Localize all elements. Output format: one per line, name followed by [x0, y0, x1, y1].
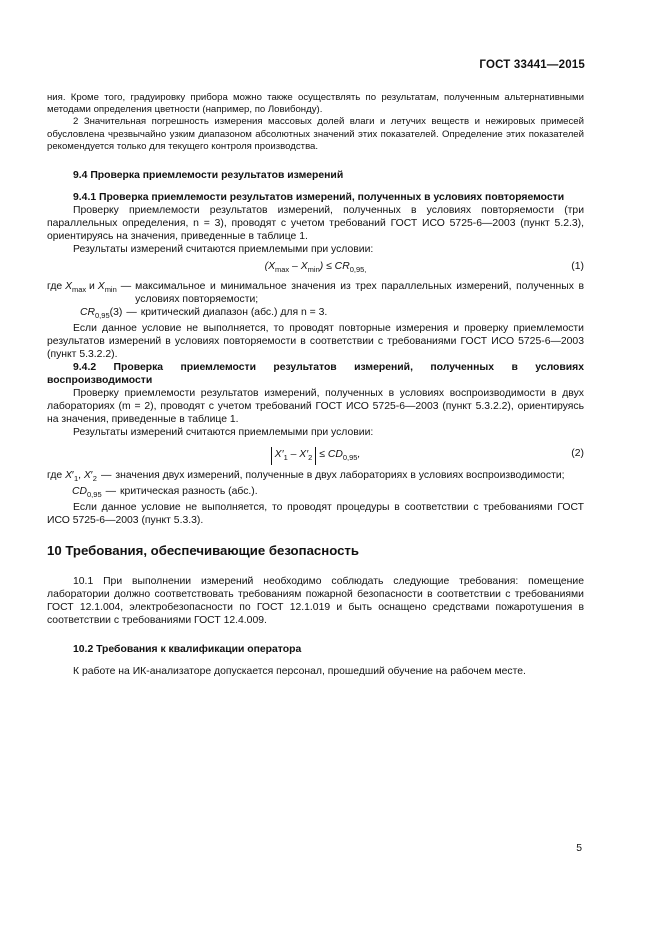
- definition-term: где $X'_1$, $X'_2$: [47, 470, 97, 484]
- definition-text: критическая разность (абс.).: [120, 486, 258, 498]
- formula-2-definitions: [47, 469, 584, 501]
- standard-number: ГОСТ 33441—2015: [479, 59, 585, 71]
- paragraph-10-2: К работе на ИК-анализаторе допускается персонал, прошедший обучение на рабочем месте.: [73, 666, 526, 678]
- definition-term: $CR_{0,95}(3)$: [80, 307, 123, 321]
- formula-2-expression: $X'_1 - X'_2 \le CD_{0,95}$,: [47, 447, 584, 465]
- page-content: [47, 92, 584, 678]
- paragraph-9-4-1-b: Результаты измерений считаются приемлемыми при условии:: [73, 244, 374, 256]
- formula-1-expression: $(X_{max} - X_{min}) \le CR_{0,95,}$: [264, 261, 367, 275]
- paragraph-9-4-2-c: Если данное условие не выполняется, то проводят процедуры в соответствии с требованиями ГОСТ ИСО 5725-6—2003 (пункт 5.3.3).: [47, 502, 584, 527]
- note-continuation: ния. Кроме того, градуировку прибора можно также осуществлять по результатам, полученным альтернативными методами определения цветности (например, по Ловибонду).: [47, 92, 584, 116]
- section-9-4-2-heading: 9.4.2 Проверка приемлемости результатов измерений, полученных в условиях воспроизводимости: [47, 362, 584, 387]
- paragraph-9-4-2-a: Проверку приемлемости результатов измерений, полученных в условиях воспроизводимости в двух лабораториях (m = 2), проводят с учетом требований ГОСТ ИСО 5725-6—2003 (пункт 5.3.2.2), ориентируясь на значения, приведенные в таблице 1.: [47, 388, 584, 426]
- section-9-4-heading: 9.4 Проверка приемлемости результатов измерений: [73, 170, 344, 182]
- section-10-heading: 10 Требования, обеспечивающие безопасность: [47, 543, 359, 559]
- definition-row: где $X'_1$, $X'_2$ — значения двух измерений, полученные в двух лабораториях в условиях воспроизводимости;: [47, 469, 584, 485]
- definition-row: $CR_{0,95}(3)$ — критический диапазон (абс.) для n = 3.: [47, 306, 584, 322]
- section-9-4-1-heading: 9.4.1 Проверка приемлемости результатов измерений, полученных в условиях повторяемости: [73, 192, 565, 204]
- definition-text: максимальное и минимальное значения из трех параллельных измерений, полученных в условиях повторяемости;: [135, 281, 584, 306]
- definition-text: критический диапазон (абс.) для n = 3.: [140, 307, 328, 319]
- paragraph-9-4-1-a: Проверку приемлемости результатов измерений, полученных в условиях повторяемости (три параллельных определения, n = 3), проводят с учетом требований ГОСТ ИСО 5725-6—2003 (пункт 5.2.3), ориентируясь на значения, приведенные в таблице 1.: [47, 205, 584, 243]
- formula-2: [47, 439, 584, 469]
- paragraph-9-4-2-b: Результаты измерений считаются приемлемыми при условии:: [73, 427, 374, 439]
- definition-text: значения двух измерений, полученные в двух лабораториях в условиях воспроизводимости;: [115, 470, 565, 482]
- paragraph-10-1: 10.1 При выполнении измерений необходимо соблюдать следующие требования: помещение лаборатории должно соответствовать требованиям пожарной безопасности в соответствии с требованиями ГОСТ 12.1.004, электробезопасности по ГОСТ 12.1.019 и быть оснащено средствами пожаротушения в соответствии с требованиями ГОСТ 12.4.009.: [47, 576, 584, 627]
- definition-row: $CD_{0,95}$ — критическая разность (абс.).: [47, 485, 584, 501]
- formula-1-definitions: [47, 280, 584, 322]
- section-10-2-heading: 10.2 Требования к квалификации оператора: [73, 644, 302, 656]
- paragraph-9-4-1-c: Если данное условие не выполняется, то проводят повторные измерения и проверку приемлемости результатов измерений в условиях повторяемости в соответствии с требованиями ГОСТ ИСО 5725-6—2003 (пункт 5.3.2.2).: [47, 323, 584, 361]
- formula-1-number: (1): [571, 261, 584, 273]
- definition-row: где $X_{max}$ и $X_{min}$ — максимальное и минимальное значения из трех параллельных измерений, полученных в условиях повторяемости;: [47, 281, 584, 306]
- definition-term: где $X_{max}$ и $X_{min}$: [47, 281, 117, 295]
- formula-1: [47, 256, 584, 280]
- formula-2-number: (2): [571, 448, 584, 460]
- page-number: 5: [576, 843, 582, 854]
- definition-term: $CD_{0,95}$: [72, 486, 102, 500]
- note-2: 2 Значительная погрешность измерения массовых долей влаги и летучих веществ и нежировых примесей обусловлена чрезвычайно узким диапазоном абсолютных значений этих показателей. Определение этих показателей рекомендуется только для текущего контроля производства.: [47, 116, 584, 152]
